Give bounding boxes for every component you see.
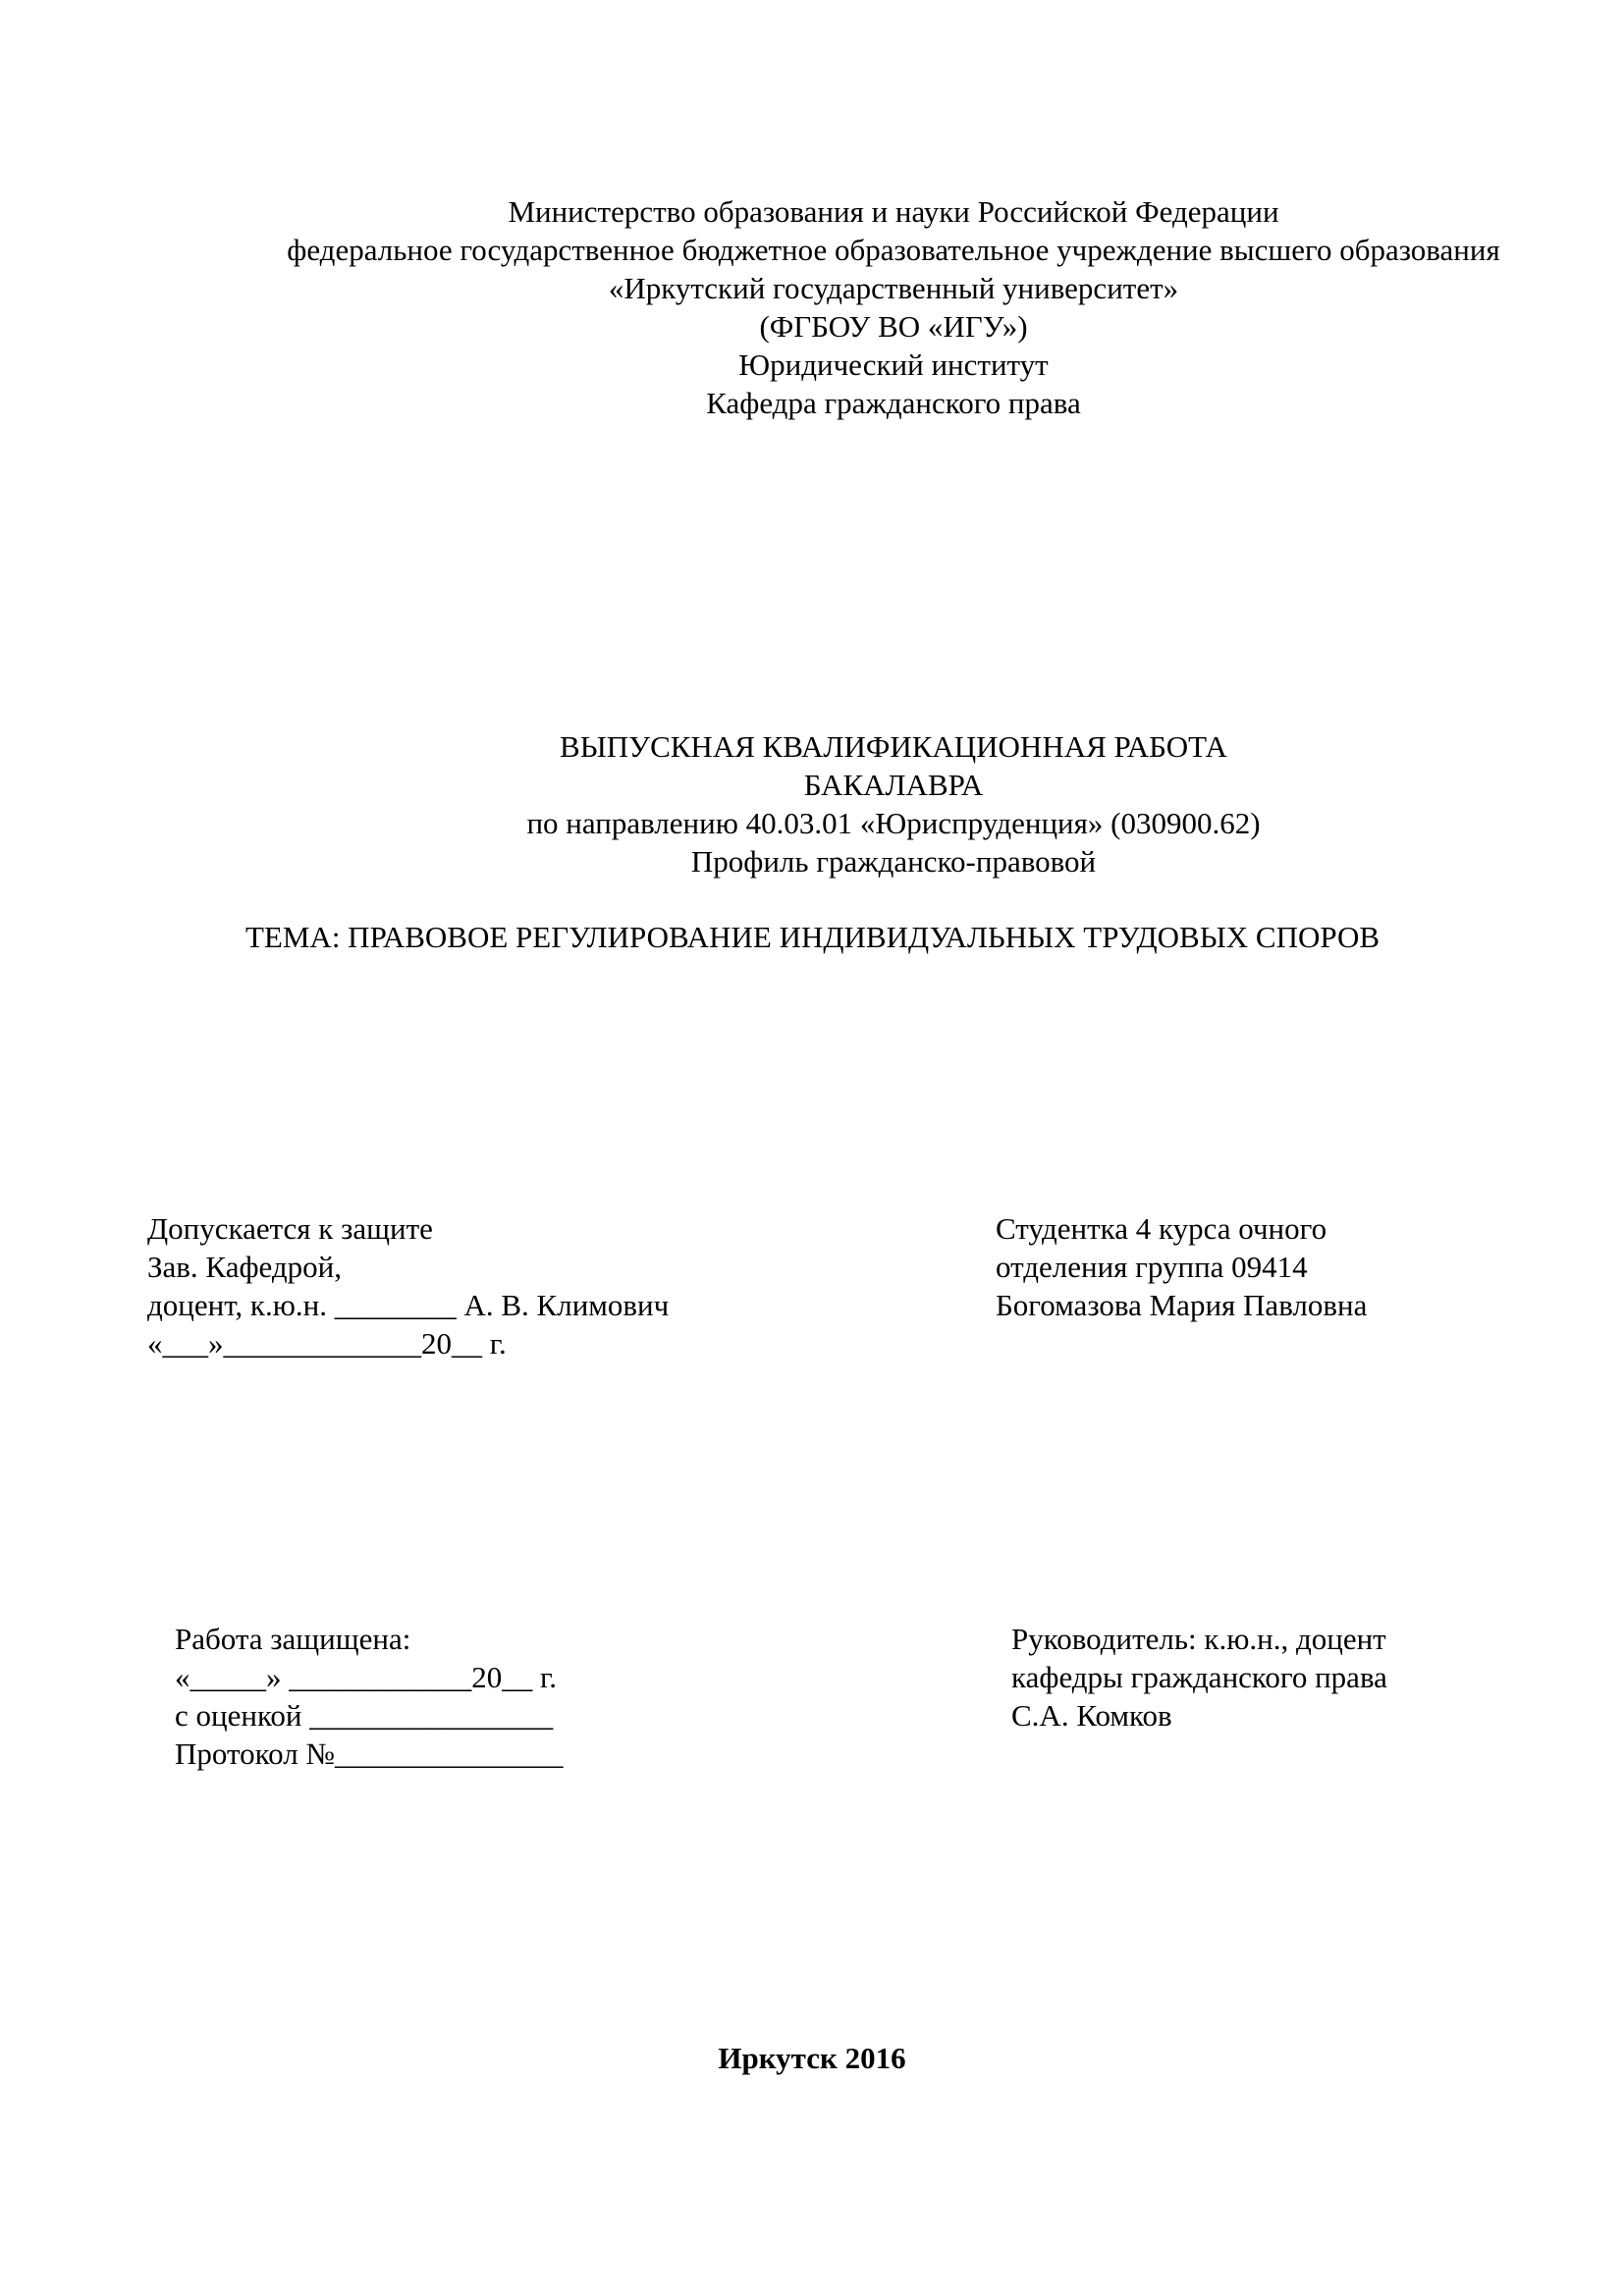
admission-line-4: «___»_____________20__ г. xyxy=(147,1326,507,1361)
header-line-abbreviation: (ФГБОУ ВО «ИГУ») xyxy=(759,309,1028,344)
supervisor-line-3: С.А. Комков xyxy=(1011,1698,1172,1733)
defense-line-2: «_____» ____________20__ г. xyxy=(175,1660,557,1694)
title-line-profile: Профиль гражданско-правовой xyxy=(690,844,1097,879)
supervisor-block xyxy=(1011,1620,1387,1735)
title-line-direction: по направлению 40.03.01 «Юриспруденция» (030900.62) xyxy=(526,806,1261,840)
title-line-degree: БАКАЛАВРА xyxy=(803,768,984,802)
defense-line-3: с оценкой ________________ xyxy=(175,1698,554,1733)
supervisor-line-2: кафедры гражданского права xyxy=(1011,1660,1387,1694)
document-title xyxy=(0,727,1624,881)
student-line-1: Студентка 4 курса очного xyxy=(996,1211,1327,1246)
supervisor-line-1: Руководитель: к.ю.н., доцент xyxy=(1011,1622,1386,1656)
title-line-work-type: ВЫПУСКНАЯ КВАЛИФИКАЦИОННАЯ РАБОТА xyxy=(560,729,1227,764)
thesis-theme: ТЕМА: ПРАВОВОЕ РЕГУЛИРОВАНИЕ ИНДИВИДУАЛЬНЫХ ТРУДОВЫХ СПОРОВ xyxy=(245,920,1380,954)
admission-line-3: доцент, к.ю.н. ________ А. В. Климович xyxy=(147,1288,670,1322)
student-line-2: отделения группа 09414 xyxy=(996,1250,1308,1284)
defense-line-1: Работа защищена: xyxy=(175,1622,411,1656)
header-line-department: Кафедра гражданского права xyxy=(706,386,1081,420)
header-line-university: «Иркутский государственный университет» xyxy=(608,271,1179,305)
defense-line-4: Протокол №_______________ xyxy=(175,1736,564,1771)
student-line-3: Богомазова Мария Павловна xyxy=(996,1288,1368,1322)
admission-line-2: Зав. Кафедрой, xyxy=(147,1250,343,1284)
city-year-text: Иркутск 2016 xyxy=(718,2041,906,2075)
header-line-institute: Юридический институт xyxy=(738,347,1049,382)
admission-block xyxy=(147,1209,669,1362)
student-block xyxy=(996,1209,1367,1324)
ministry-header xyxy=(0,192,1624,422)
footer-city-year xyxy=(0,2039,1624,2077)
header-line-institution-type: федеральное государственное бюджетное образовательное учреждение высшего образования xyxy=(287,233,1500,267)
admission-line-1: Допускается к защите xyxy=(147,1211,433,1246)
defense-block xyxy=(175,1620,564,1773)
header-line-ministry: Министерство образования и науки Российской Федерации xyxy=(508,194,1279,229)
